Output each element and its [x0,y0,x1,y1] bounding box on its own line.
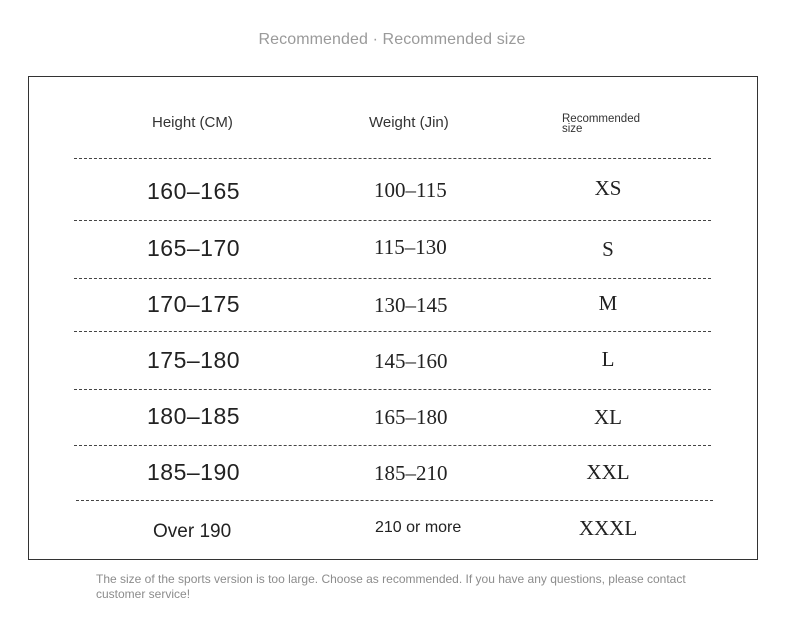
size-chart-table [28,76,758,560]
table-row-weight: 210 or more [375,519,462,536]
table-row-size: L [601,347,615,371]
table-row-height: 185–190 [147,459,241,485]
row-divider [74,331,711,332]
row-divider [74,220,711,221]
table-row-weight: 130–145 [374,293,448,317]
row-divider [74,158,711,159]
header-size [562,114,640,134]
table-row-height: 165–170 [147,235,241,261]
table-row-size: XXXL [578,516,638,540]
table-row-height: 170–175 [147,291,241,317]
table-row-size: XXL [586,460,630,484]
table-row-height: 180–185 [147,403,241,429]
table-row-weight: 145–160 [374,349,448,373]
table-row-weight: 115–130 [374,235,447,259]
table-row-weight: 185–210 [374,461,448,485]
table-row-height: Over 190 [153,521,232,542]
header-height: Height (CM) [152,114,233,131]
row-divider [74,389,711,390]
header-weight: Weight (Jin) [369,114,449,131]
table-row-size: XS [594,176,622,200]
table-row-size: M [598,291,618,315]
footnote: The size of the sports version is too large. Choose as recommended. If you have any questions, please contact customer service! [96,572,686,601]
table-row-height: 160–165 [147,178,241,204]
row-divider [74,278,711,279]
table-row-height: 175–180 [147,347,241,373]
header-size-line2: size [562,123,583,135]
row-divider [76,500,713,501]
table-row-size: XL [594,405,622,429]
row-divider [74,445,711,446]
table-row-weight: 165–180 [374,405,448,429]
table-row-weight: 100–115 [374,178,447,202]
page-title: Recommended · Recommended size [258,31,526,48]
header-size-line1: Recommended [562,113,640,125]
table-row-size: S [602,237,614,261]
